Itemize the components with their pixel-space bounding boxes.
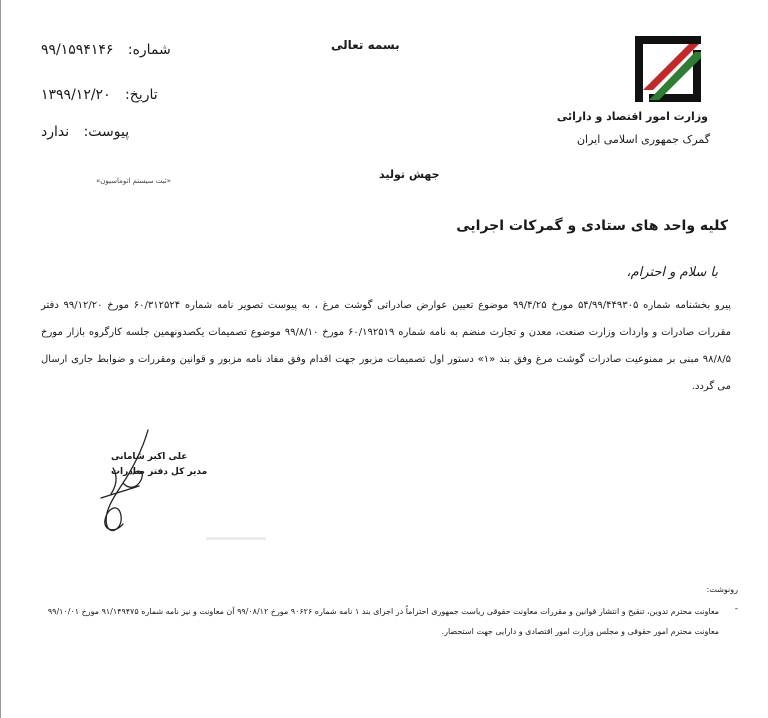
customs-name: گمرک جمهوری اسلامی ایران — [576, 133, 710, 146]
cc-bullet: - — [734, 604, 738, 614]
letter-date-row — [41, 87, 158, 103]
letter-number-label: شماره: — [127, 42, 171, 58]
letter-number-row — [41, 42, 171, 58]
signatory-title: مدیر کل دفتر صادرات — [111, 467, 208, 477]
ministry-name: وزارت امور اقتصاد و دارائی — [556, 110, 708, 123]
letter-date-label: تاریخ: — [125, 87, 158, 103]
customs-logo-icon — [629, 30, 707, 108]
letter-number-value: ۹۹/۱۵۹۴۱۴۶ — [41, 42, 114, 58]
signatory-name: علی اکبر شامانی — [111, 452, 188, 462]
attachment-row — [41, 124, 129, 140]
handwritten-signature-icon — [93, 428, 183, 538]
greeting-line: با سلام و احترام، — [626, 265, 718, 280]
recipient-line: کلیه واحد های ستادی و گمرکات اجرایی — [456, 218, 728, 234]
attachment-value: ندارد — [41, 124, 70, 140]
attachment-label: پیوست: — [83, 124, 130, 140]
letter-date-value: ۱۳۹۹/۱۲/۲۰ — [41, 87, 111, 103]
cc-title: رونوشت: — [706, 585, 738, 594]
cc-text: معاونت محترم تدوین، تنقیح و انتشار قوانین و مقررات معاونت حقوقی ریاست جمهوری احتراماً در اجرای بند ۱ نامه شماره ۹۰۶۲۶ مورخ ۹۹/۰۸/۱۲ آن معاونت و نیز نامه شماره ۹۱/۱۴۹۴۷۵ مورخ ۹۹/۱۰/۰۱ معاونت محترم امور حقوقی و مجلس وزارت امور اقتصادی و دارایی جهت استحضار. — [47, 607, 719, 636]
letter-body: پیرو بخشنامه شماره ۵۴/۹۹/۴۴۹۳۰۵ مورخ ۹۹/۴/۲۵ موضوع تعیین عوارض صادراتی گوشت مرغ ، به پیوست تصویر نامه شماره ۶۰/۳۱۲۵۲۴ مورخ ۹۹/۱۲/۲۰ دفتر مقررات صادرات و واردات وزارت صنعت، معدن و تجارت منضم به نامه شماره ۶۰/۱۹۲۵۱۹ مورخ ۹۹/۸/۱۰ موضوع تصمیمات یکصدونهمین جلسه کارگروه بازار مورخ ۹۸/۸/۵ مبنی بر ممنوعیت صادرات گوشت مرغ وفق بند «۱» دستور اول تصمیمات مزبور جهت اقدام وفق مفاد نامه مزبور و قوانین ومقررات و ضوابط جاری ارسال می گردد. — [41, 300, 732, 392]
scan-artifact — [206, 537, 266, 540]
subject-line: جهش تولید — [379, 168, 440, 181]
system-note: «ثبت سیستم اتوماسیون» — [96, 177, 172, 185]
bismillah-heading: بسمه تعالی — [331, 38, 400, 52]
